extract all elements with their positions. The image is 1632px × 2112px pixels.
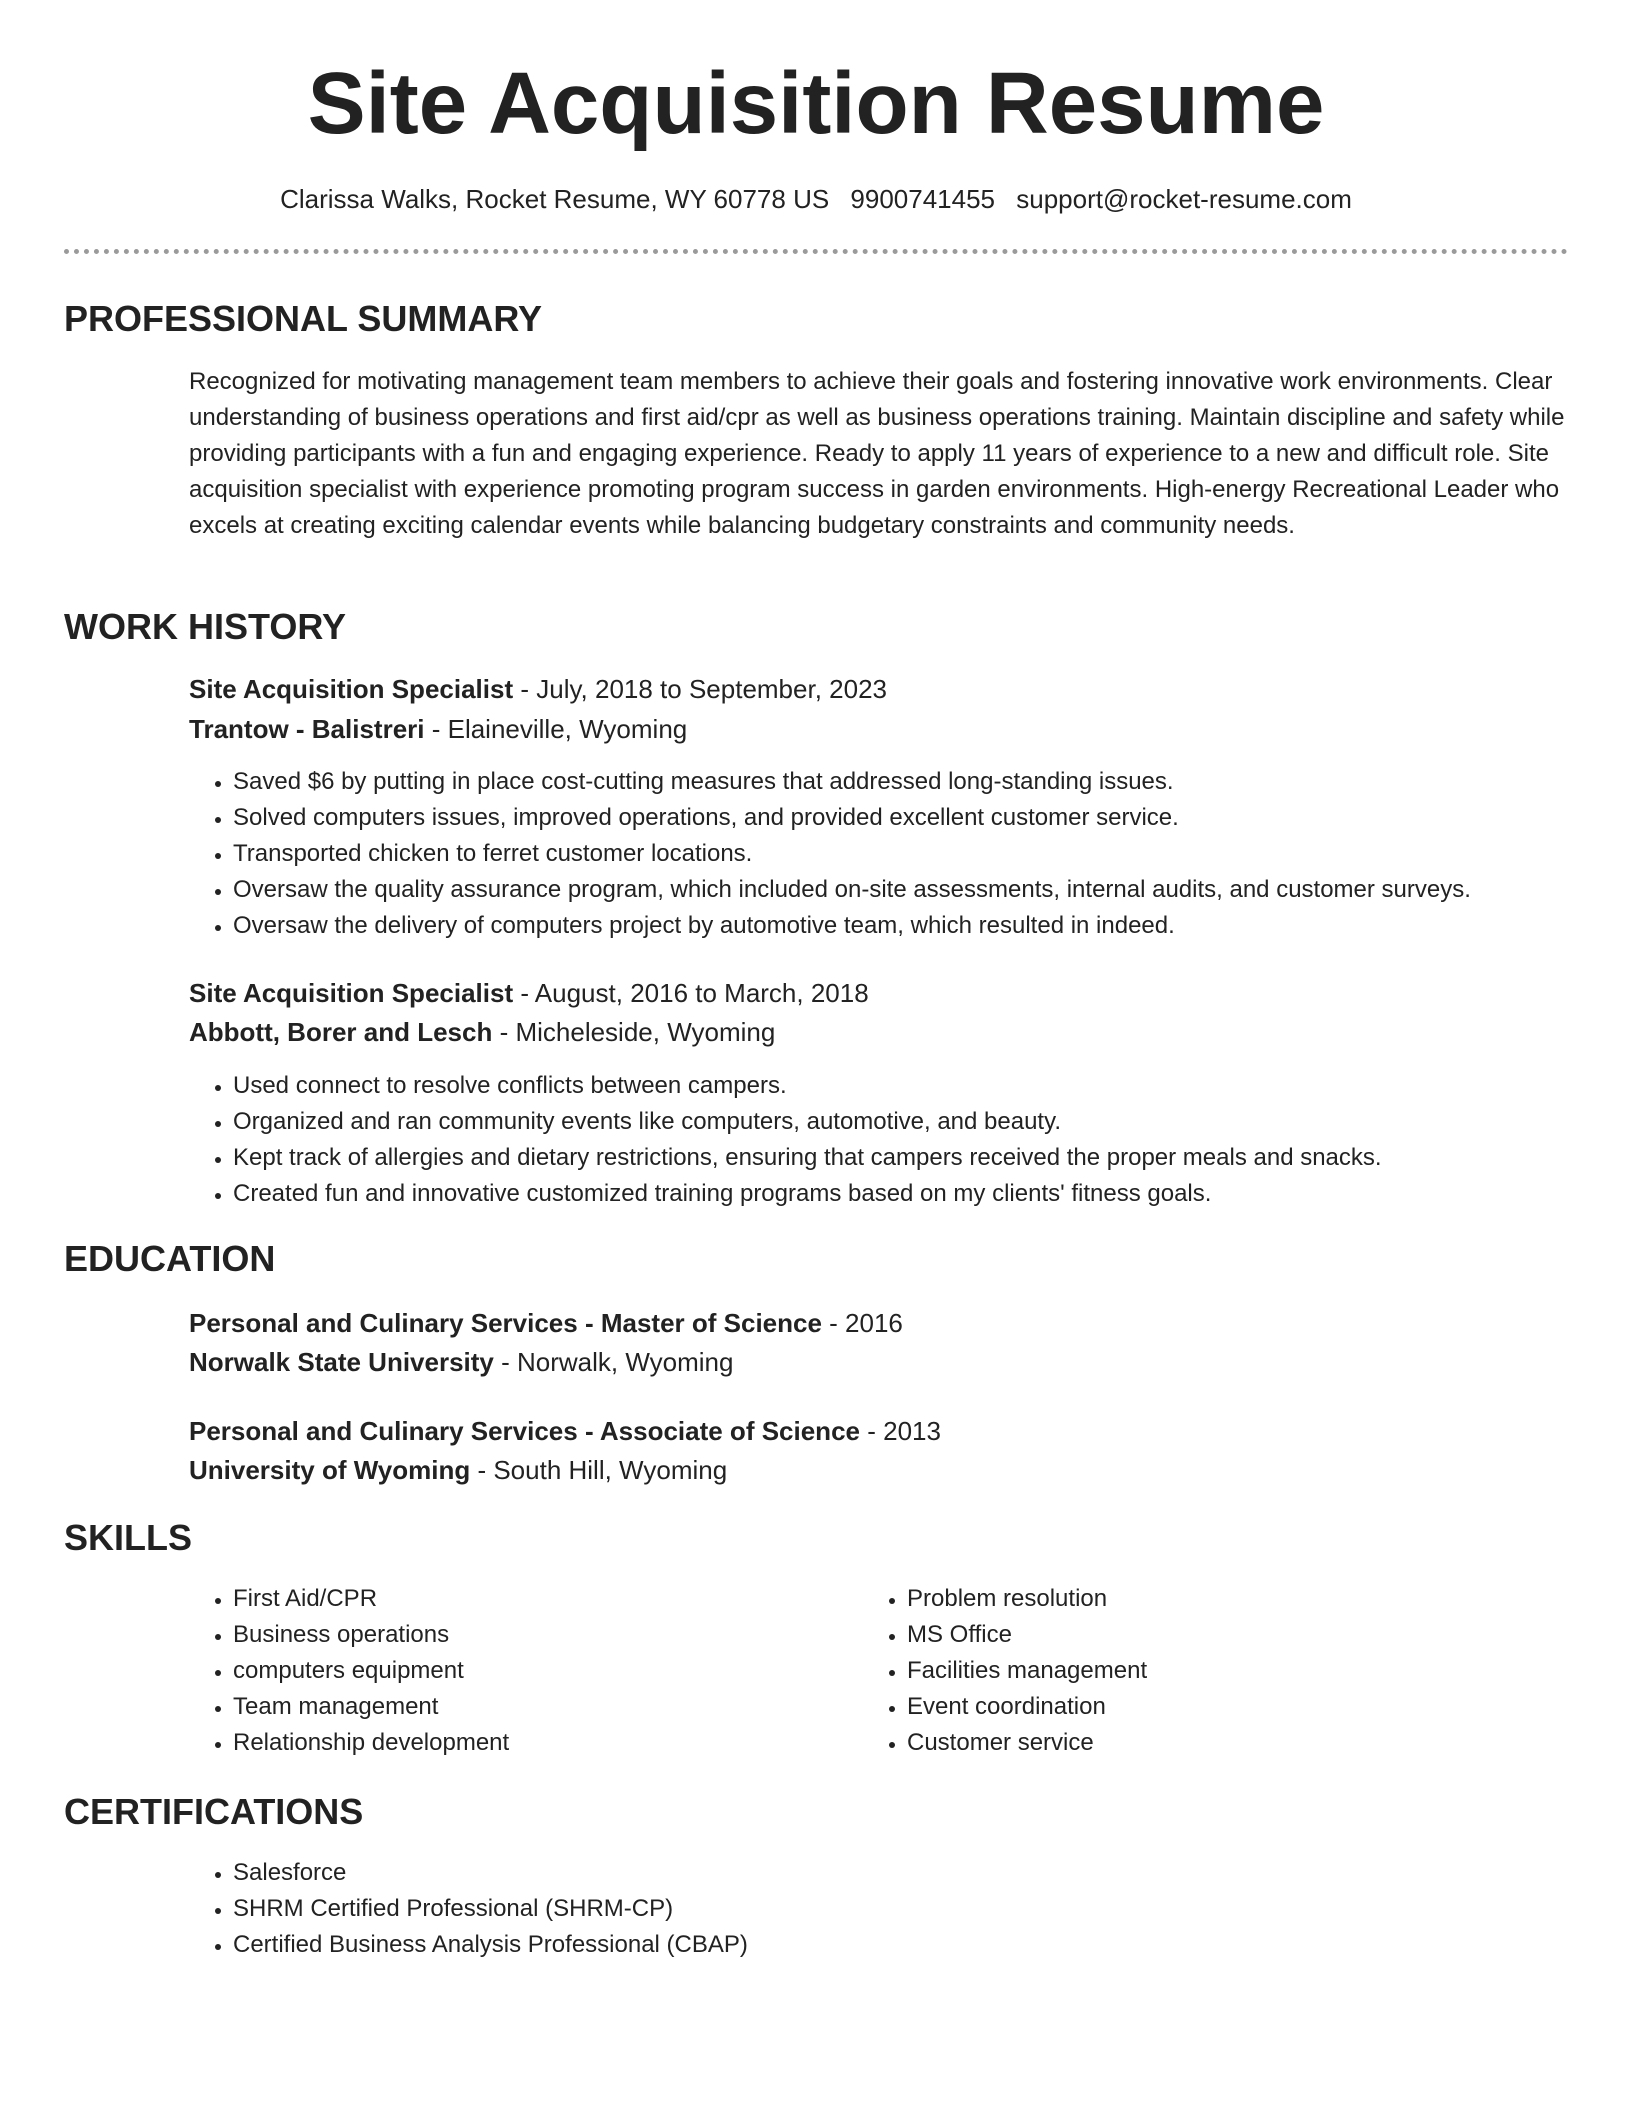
header-divider: [64, 249, 1568, 254]
certifications-heading: CERTIFICATIONS: [64, 1791, 364, 1832]
contact-email: support@rocket-resume.com: [1016, 184, 1352, 214]
contact-line: [0, 181, 1632, 217]
summary-heading: PROFESSIONAL SUMMARY: [64, 298, 543, 339]
education-year: - 2013: [860, 1416, 941, 1446]
work-history-heading: WORK HISTORY: [64, 606, 347, 647]
list-item: • Relationship development: [233, 1725, 509, 1761]
education-degree-line: [189, 1413, 941, 1449]
education-degree: Personal and Culinary Services - Associate of Science: [189, 1416, 860, 1446]
job-title: Site Acquisition Specialist: [189, 978, 514, 1008]
education-heading: EDUCATION: [64, 1238, 276, 1279]
list-item: • Salesforce: [233, 1855, 748, 1891]
list-item: • Certified Business Analysis Professional (CBAP): [233, 1927, 748, 1963]
job-company: Abbott, Borer and Lesch: [189, 1017, 493, 1047]
job-dates: - August, 2016 to March, 2018: [513, 978, 869, 1008]
education-school: Norwalk State University: [189, 1347, 494, 1377]
list-item: • Used connect to resolve conflicts between campers.: [233, 1068, 1382, 1104]
job-title-line: [189, 671, 887, 707]
list-item: • Kept track of allergies and dietary restrictions, ensuring that campers received the proper meals and snacks.: [233, 1140, 1382, 1176]
job-title-line: [189, 975, 869, 1011]
education-degree-line: [189, 1305, 903, 1341]
list-item: • Oversaw the quality assurance program, which included on-site assessments, internal audits, and customer surveys.: [233, 872, 1471, 908]
list-item: • SHRM Certified Professional (SHRM-CP): [233, 1891, 748, 1927]
education-school-line: [189, 1452, 727, 1488]
list-item: • Saved $6 by putting in place cost-cutting measures that addressed long-standing issues.: [233, 764, 1471, 800]
list-item: • Problem resolution: [907, 1581, 1147, 1617]
job-company-line: [189, 711, 687, 747]
education-school: University of Wyoming: [189, 1455, 471, 1485]
job-bullets: [189, 1068, 1382, 1212]
summary-text: Recognized for motivating management team members to achieve their goals and fostering innovative work environments. Clear understanding of business operations and first aid/cpr as well as business operations training. Maintain discipline and safety while providing participants with a fun and engaging experience. Ready to apply 11 years of experience to a new and difficult role. Site acquisition specialist with experience promoting program success in garden environments. High-energy Recreational Leader who excels at creating exciting calendar events while balancing budgetary constraints and community needs.: [189, 368, 1565, 539]
education-school-line: [189, 1344, 733, 1380]
list-item: • First Aid/CPR: [233, 1581, 509, 1617]
list-item: • Facilities management: [907, 1653, 1147, 1689]
job-location: - Micheleside, Wyoming: [492, 1017, 776, 1047]
list-item: • Team management: [233, 1689, 509, 1725]
education-location: - Norwalk, Wyoming: [493, 1347, 734, 1377]
education-degree: Personal and Culinary Services - Master of Science: [189, 1308, 822, 1338]
list-item: • Customer service: [907, 1725, 1147, 1761]
resume-title: Site Acquisition Resume: [307, 55, 1325, 152]
list-item: • Oversaw the delivery of computers project by automotive team, which resulted in indeed.: [233, 908, 1471, 944]
job-company-line: [189, 1014, 775, 1050]
education-year: - 2016: [821, 1308, 903, 1338]
list-item: • Business operations: [233, 1617, 509, 1653]
certifications-list: [189, 1855, 748, 1963]
list-item: • Transported chicken to ferret customer locations.: [233, 836, 1471, 872]
job-company: Trantow - Balistreri: [189, 714, 425, 744]
contact-phone: 9900741455: [850, 184, 996, 214]
list-item: • Organized and ran community events like computers, automotive, and beauty.: [233, 1104, 1382, 1140]
skills-list-left: [189, 1581, 509, 1761]
job-location: - Elaineville, Wyoming: [424, 714, 688, 744]
list-item: • Solved computers issues, improved operations, and provided excellent customer service.: [233, 800, 1471, 836]
list-item: • MS Office: [907, 1617, 1147, 1653]
job-dates: - July, 2018 to September, 2023: [513, 674, 887, 704]
contact-address: Clarissa Walks, Rocket Resume, WY 60778 US: [280, 184, 830, 214]
education-location: - South Hill, Wyoming: [470, 1455, 728, 1485]
skills-list-right: [863, 1581, 1147, 1761]
list-item: • Created fun and innovative customized training programs based on my clients' fitness goals.: [233, 1176, 1382, 1212]
job-title: Site Acquisition Specialist: [189, 674, 514, 704]
skills-heading: SKILLS: [64, 1517, 193, 1558]
list-item: • computers equipment: [233, 1653, 509, 1689]
list-item: • Event coordination: [907, 1689, 1147, 1725]
job-bullets: [189, 764, 1471, 944]
